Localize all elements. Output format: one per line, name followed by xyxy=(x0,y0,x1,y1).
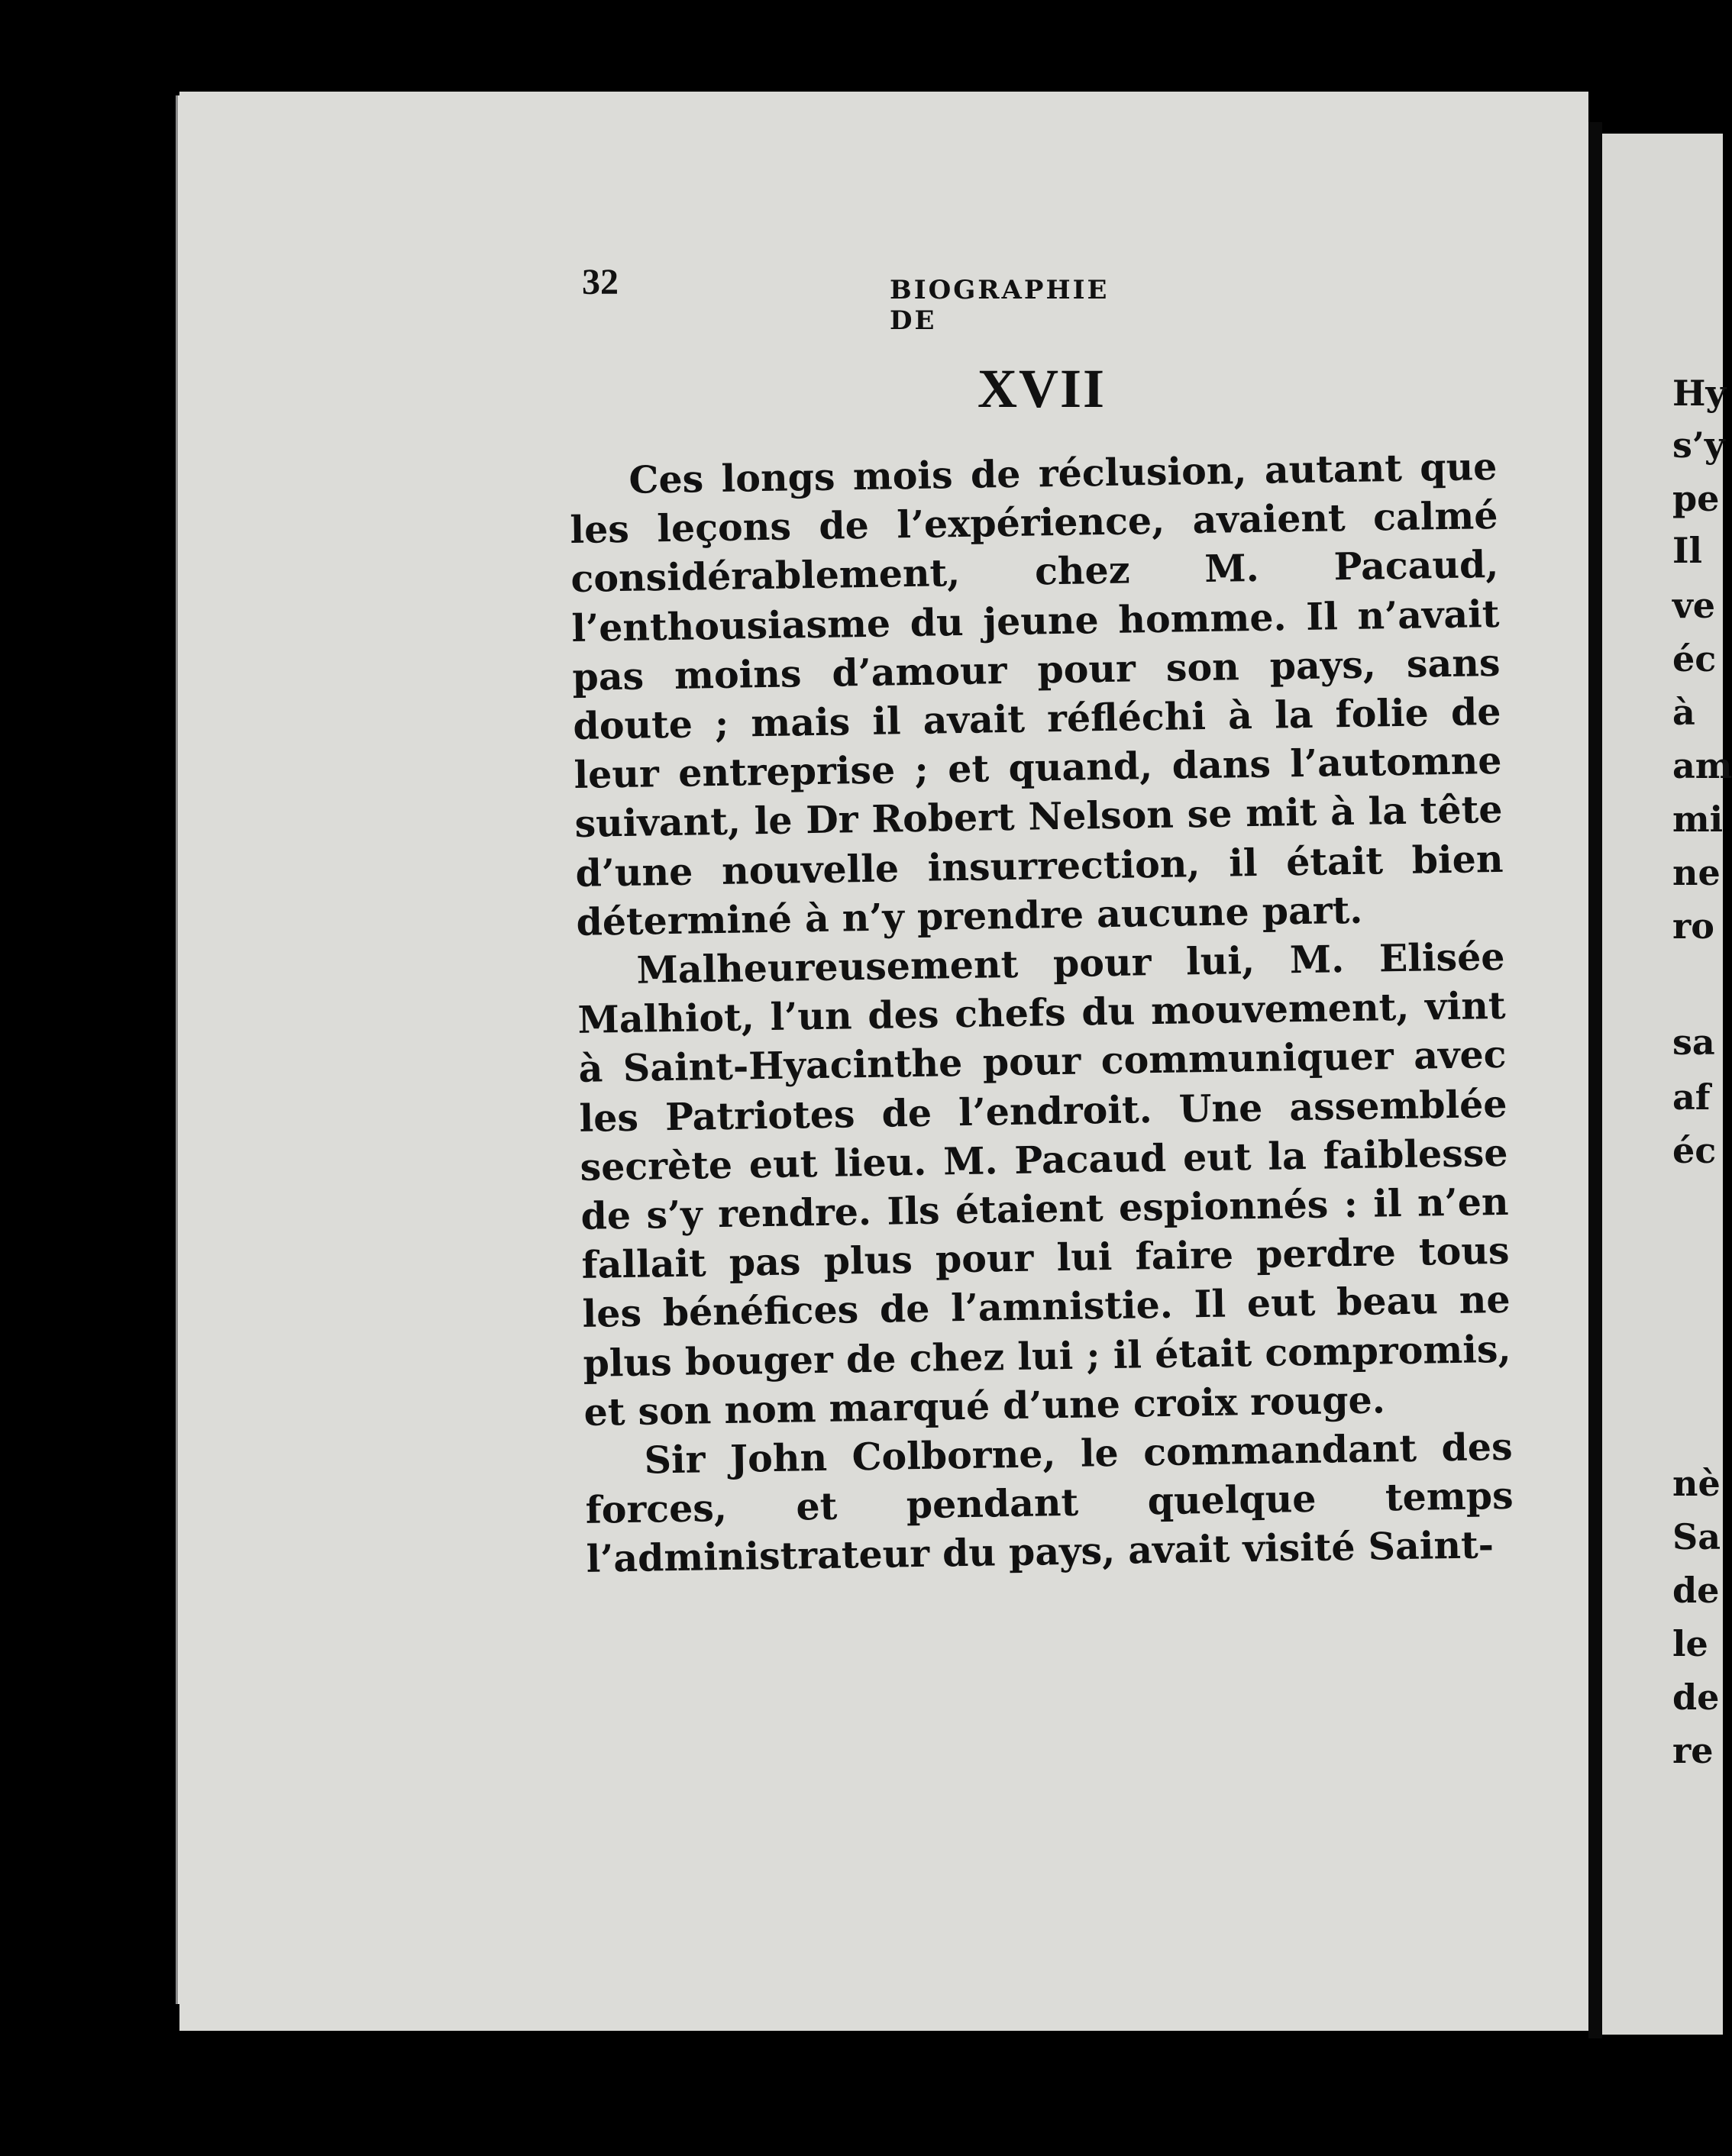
right-page-fragment: Hy xyxy=(1672,373,1727,414)
right-page-fragment: Il xyxy=(1672,530,1702,571)
paragraph: Sir John Colborne, le commandant des forces, et pendant quelque temps l’administrateur du pays, avait visité Saint- xyxy=(585,1424,1514,1582)
right-page-fragment: nè xyxy=(1672,1463,1721,1504)
chapter-heading: XVII xyxy=(977,358,1107,419)
body-text xyxy=(569,442,1514,1584)
page-number: 32 xyxy=(582,262,619,302)
right-page-fragment: de xyxy=(1672,1677,1720,1718)
paragraph: Ces longs mois de réclusion, autant que les leçons de l’expérience, avaient calmé considérablement, chez M. Pacaud, l’enthousiasme du jeune homme. Il n’avait pas moins d’amour pour son pays, sans doute ; mais il avait réfléchi à la folie de leur entreprise ; et quand, dans l’automne suivant, le Dr Robert Nelson se mit à la tête d’une nouvelle insurrection, il était bien déterminé à n’y prendre aucune part. xyxy=(570,444,1504,944)
right-page-fragment: Sa xyxy=(1672,1516,1721,1557)
right-page-fragment: ne xyxy=(1672,852,1721,893)
right-page-fragment: éc xyxy=(1672,1130,1717,1171)
running-title: BIOGRAPHIE DE xyxy=(890,275,1110,336)
right-page-fragment: s’y xyxy=(1672,424,1725,466)
right-page-fragment: am xyxy=(1672,745,1732,786)
right-page-fragment: de xyxy=(1672,1570,1720,1611)
right-page-fragment: pe xyxy=(1672,478,1720,519)
right-page-fragment: ro xyxy=(1672,905,1714,947)
paragraph: Malheureusement pour lui, M. Elisée Malhiot, l’un des chefs du mouvement, vint à Saint-Hyacinthe pour communiquer avec les Patriotes de l’endroit. Une assemblée secrète eut lieu. M. Pacaud eut la faiblesse de s’y rendre. Ils étaient espionnés : il n’en fallait pas plus pour lui faire perdre tous les bénéfices de l’amnistie. Il eut beau ne plus bouger de chez lui ; il était compromis, et son nom marqué d’une croix rouge. xyxy=(577,934,1511,1435)
right-page-fragment: re xyxy=(1672,1730,1714,1771)
right-page-fragment: af xyxy=(1672,1076,1711,1118)
right-page-fragment: sa xyxy=(1672,1022,1715,1063)
right-page-fragment: le xyxy=(1672,1623,1708,1664)
right-page-fragment: ve xyxy=(1672,585,1715,626)
right-page-fragment: à xyxy=(1672,692,1695,733)
book-gutter xyxy=(1588,122,1602,2038)
right-page-fragment: éc xyxy=(1672,638,1717,679)
right-page-fragment: mi xyxy=(1672,799,1724,840)
